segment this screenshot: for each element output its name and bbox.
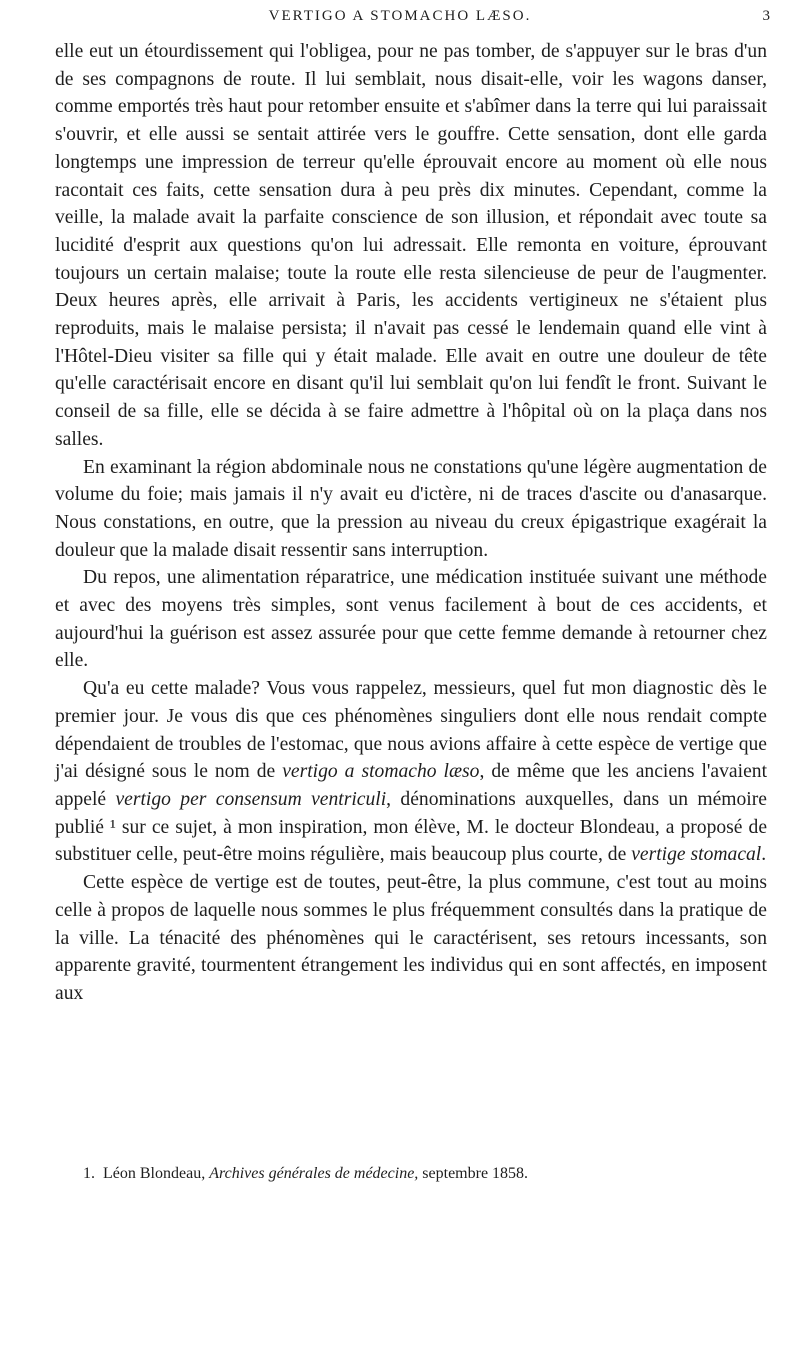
paragraph-4-text-2: , de même que les anciens l'avaient appelé [55, 761, 768, 810]
page-number: 3 [762, 8, 770, 24]
footnote-author: Léon Blondeau, [103, 1165, 206, 1182]
running-title: VERTIGO A STOMACHO LÆSO. [268, 8, 532, 24]
paragraph-3: Du repos, une alimentation réparatrice, une médication instituée suivant une méthode et avec des moyens très simples, sont venus facilement à bout de ces accidents, et aujourd'hui la guérison est assez assurée pour que cette femme demande à retourner chez elle. [55, 567, 767, 672]
paragraph-4-text-5: . [761, 844, 767, 866]
paragraph-5: Cette espèce de vertige est de toutes, peut-être, la plus commune, c'est tout au moins celle à propos de laquelle nous sommes le plus fréquemment consultés dans la pratique de la ville. La ténacité des phénomènes qui le caractérisent, ses retours incessants, son apparente gravité, tourmentent étrangement les individus qui en sont affectés, en imposent aux [55, 872, 767, 1004]
paragraph-4-text-1: Qu'a eu cette malade? Vous vous rappelez, messieurs, quel fut mon diagnostic dès le premier jour. Je vous dis que ces phénomènes singuliers dont elle nous rendait compte dépendaient de troubles de l'estomac, que nous avions affaire à cette espèce de vertige que j'ai désigné sous le nom de [55, 678, 767, 783]
footnote [55, 1164, 767, 1184]
footnote-source: Archives générales de médecine, [209, 1165, 419, 1182]
body-text [55, 38, 767, 1008]
footnote-number: 1. [83, 1165, 95, 1182]
paragraph-4-text-3: , dénominations auxquelles, dans un mémoire publié [55, 788, 767, 838]
latin-term-vertigo-a-stomacho-laeso: vertigo a stomacho læso [282, 761, 480, 783]
footnote-reference: ¹ [110, 816, 116, 838]
paragraph-1: elle eut un étourdissement qui l'obligea, pour ne pas tomber, de s'appuyer sur le bras d'un de ses compagnons de route. Il lui semblait, nous disait-elle, voir les wagons danser, comme emportés très haut pour retomber ensuite et s'abîmer dans la terre qui lui paraissait s'ouvrir, et elle aussi se sentait attirée vers le gouffre. Cette sensation, dont elle garda longtemps une impression de terreur qu'elle éprouvait encore au moment où elle nous racontait ces faits, cette sensation dura à peu près dix minutes. Cependant, comme la veille, la malade avait la parfaite conscience de son illusion, et répondait avec toute sa lucidité d'esprit aux questions qu'on lui adressait. Elle remonta en voiture, éprouvant toujours un certain malaise; toute la route elle resta silencieuse de peur de l'augmenter. Deux heures après, elle arrivait à Paris, les accidents vertigineux ne s'étaient plus reproduits, mais le malaise persista; il n'avait pas cessé le lendemain quand elle vint à l'Hôtel-Dieu visiter sa fille qui y était malade. Elle avait en outre une douleur de tête qu'elle caractérisait encore en disant qu'il lui semblait qu'on lui fendît le front. Suivant le conseil de sa fille, elle se décida à se faire admettre à l'hôpital où on la plaça dans nos salles. [55, 41, 767, 450]
footnote-date: septembre 1858. [422, 1165, 529, 1182]
paragraph-4-text-4: sur ce sujet, à mon inspiration, mon élève, M. le docteur Blondeau, a proposé de substituer celle, peut-être moins régulière, mais beaucoup plus courte, de [55, 816, 768, 866]
term-vertige-stomacal: vertige stomacal [631, 844, 762, 866]
running-head [0, 4, 800, 32]
latin-term-vertigo-per-consensum: vertigo per consensum ventriculi [115, 788, 387, 810]
paragraph-2: En examinant la région abdominale nous ne constations qu'une légère augmentation de volume du foie; mais jamais il n'y avait eu d'ictère, ni de traces d'ascite ou d'anasarque. Nous constations, en outre, que la pression au niveau du creux épigastrique exagérait la douleur que la malade disait ressentir sans interruption. [55, 456, 767, 561]
paragraph-4 [55, 675, 767, 869]
